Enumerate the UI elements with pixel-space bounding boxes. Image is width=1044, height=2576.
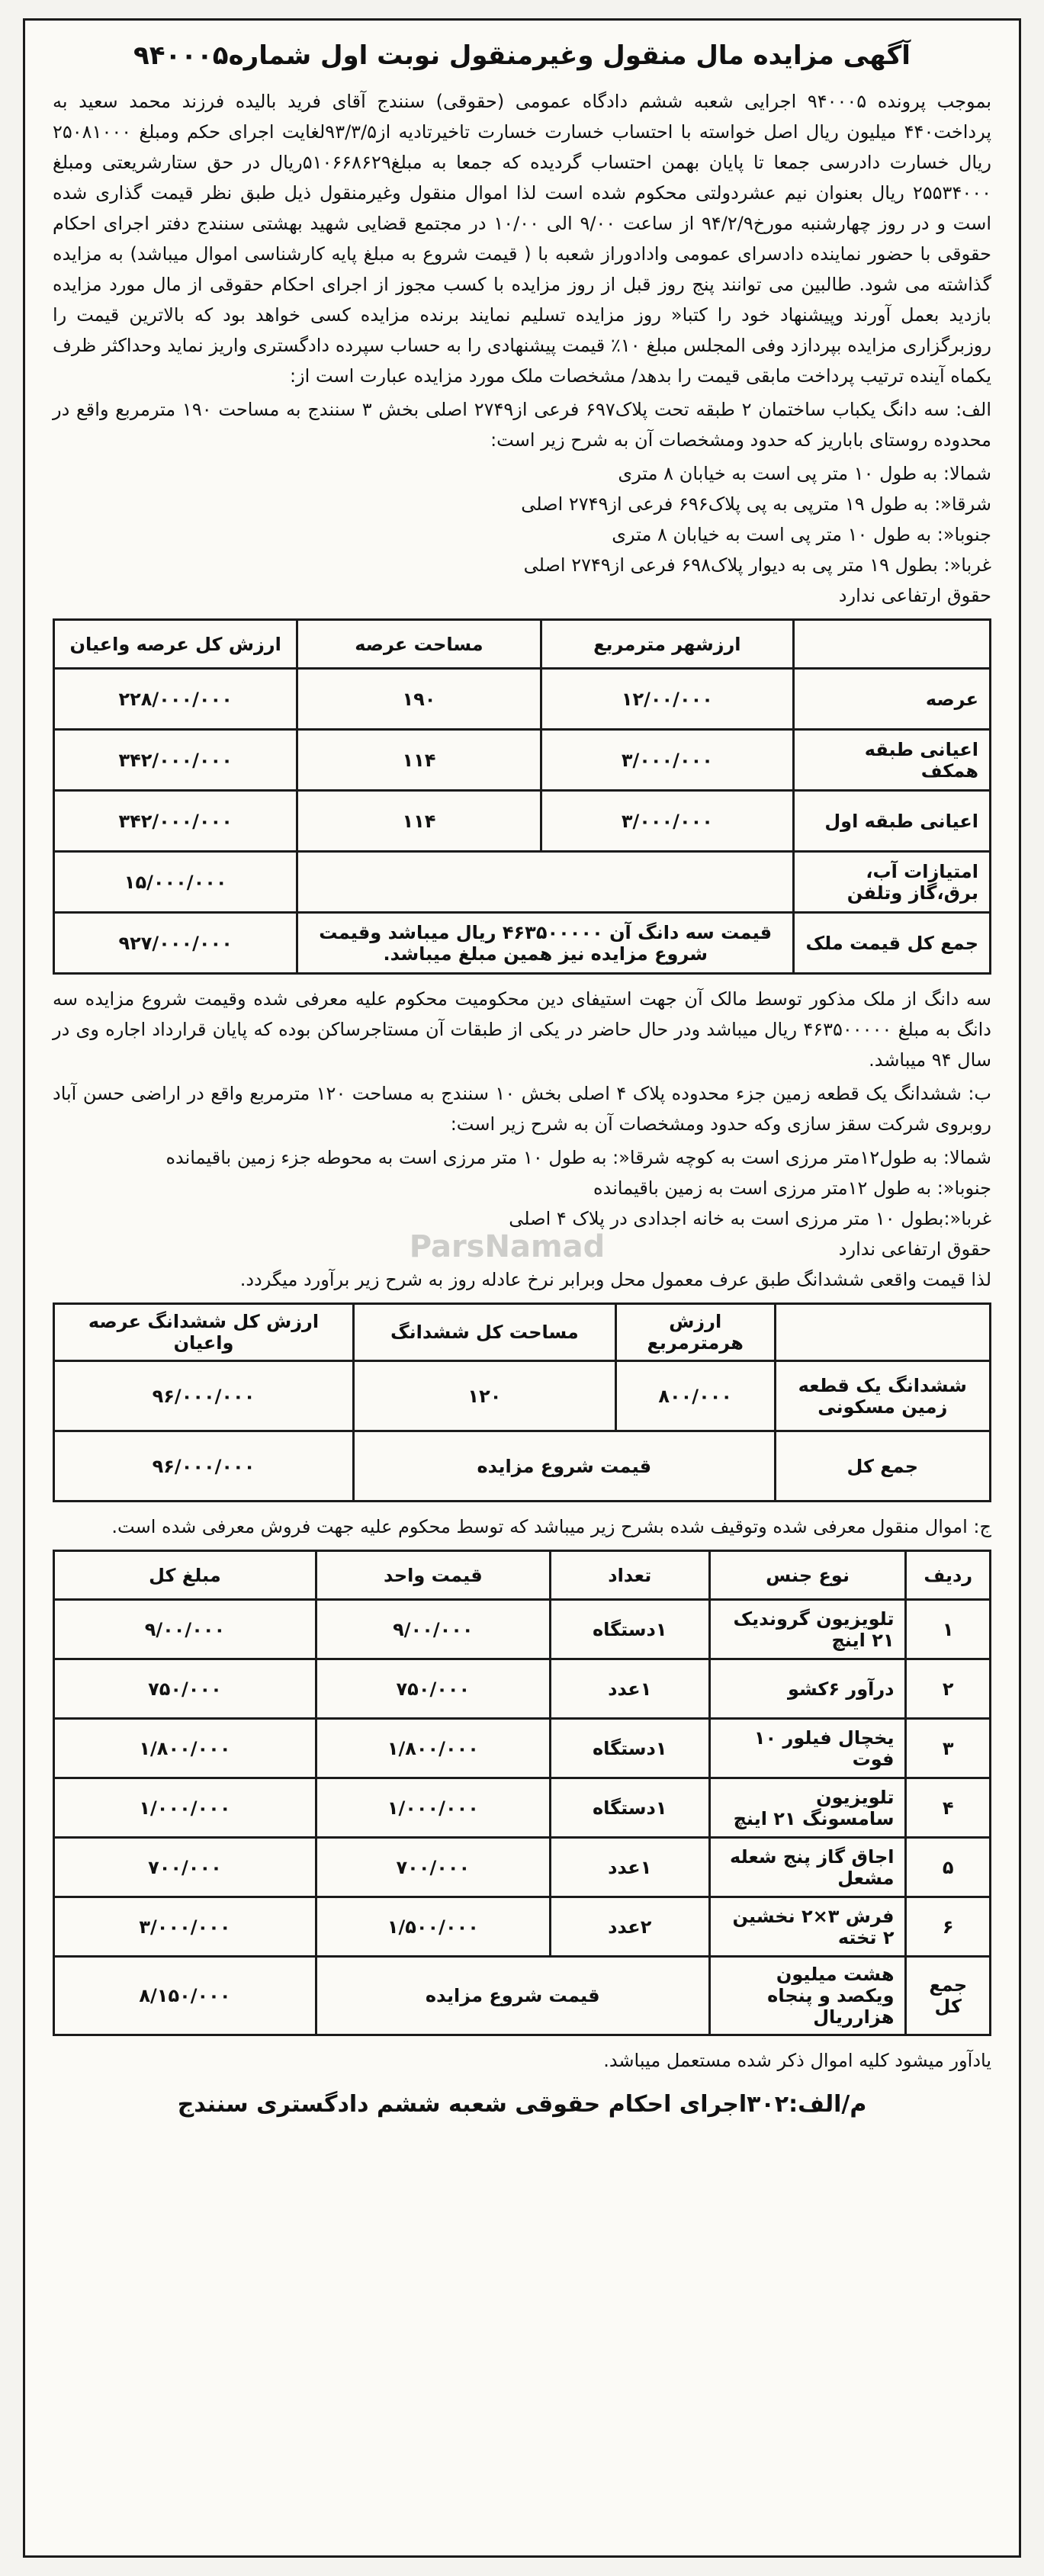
table-cell: ۷۵۰/۰۰۰ xyxy=(54,1659,316,1719)
boundary-line: غربا«: بطول ۱۹ متر پی به دیوار پلاک۶۹۸ فرعی از۲۷۴۹ اصلی xyxy=(523,554,991,576)
total-value: ۸/۱۵۰/۰۰۰ xyxy=(54,1957,316,2035)
table-header-cell: ارزش کل عرصه واعیان xyxy=(54,620,297,669)
table-cell: ۱۱۴ xyxy=(297,730,541,791)
table-row xyxy=(54,730,991,791)
table-header-row xyxy=(54,1551,991,1600)
table-row xyxy=(54,1838,991,1897)
table-header-row xyxy=(54,1304,991,1361)
boundary-line: لذا قیمت واقعی ششدانگ طبق عرف معمول محل وبرابر نرخ عادله روز به شرح زیر برآورد میگردد. xyxy=(239,1269,991,1290)
table-cell: ۵ xyxy=(906,1838,991,1897)
table-header-cell: تعداد xyxy=(550,1551,709,1600)
total-note: قیمت سه دانگ آن ۴۶۳۵۰۰۰۰۰ ریال میباشد وقیمت شروع مزایده نیز همین مبلغ میباشد. xyxy=(297,913,794,974)
section-b-text: ب: ششدانگ یک قطعه زمین جزء محدوده پلاک ۴ اصلی بخش ۱۰ سنندج به مساحت ۱۲۰ مترمربع واقع در اراضی حسن آباد روبروی شرکت سقز سازی وکه حدود ومشخصات آن به شرح زیر است: xyxy=(53,1083,991,1135)
table-header-cell: مساحت کل ششدانگ xyxy=(353,1304,615,1361)
table-cell: عرصه xyxy=(794,669,991,730)
signature: م/الف:۳۰۲اجرای احکام حقوقی شعبه ششم دادگستری سنندج xyxy=(177,2091,867,2118)
total-words: هشت میلیون ویکصد و پنجاه هزارریال xyxy=(709,1957,906,2035)
boundary-line: جنوبا«: به طول ۱۰ متر پی است به خیابان ۸ متری xyxy=(612,524,991,545)
boundary-line: جنوبا«: به طول ۱۲متر مرزی است به زمین باقیمانده xyxy=(593,1177,991,1199)
total-label: جمع کل قیمت ملک xyxy=(794,913,991,974)
table-row xyxy=(54,852,991,913)
table-header-row xyxy=(54,620,991,669)
footnote: یادآور میشود کلیه اموال ذکر شده مستعمل میباشد. xyxy=(603,2050,991,2071)
table-cell: ۱عدد xyxy=(550,1838,709,1897)
table-cell: ۱/۰۰۰/۰۰۰ xyxy=(316,1778,550,1838)
table-cell: ۶ xyxy=(906,1897,991,1957)
table-row xyxy=(54,1778,991,1838)
table-header-cell xyxy=(794,620,991,669)
notice-sheet xyxy=(23,18,1021,2558)
table-cell: ۳/۰۰۰/۰۰۰ xyxy=(541,791,794,852)
table-cell: ۳/۰۰۰/۰۰۰ xyxy=(541,730,794,791)
table-cell: ۳ xyxy=(906,1719,991,1778)
table-cell: امتیازات آب، برق،گاز وتلفن xyxy=(794,852,991,913)
table-cell xyxy=(297,852,794,913)
table-cell: ۷۰۰/۰۰۰ xyxy=(316,1838,550,1897)
table-cell: ۲۲۸/۰۰۰/۰۰۰ xyxy=(54,669,297,730)
property-b-table xyxy=(53,1302,991,1502)
table-row xyxy=(54,669,991,730)
total-value: ۹۶/۰۰۰/۰۰۰ xyxy=(54,1431,354,1502)
table-row xyxy=(54,1659,991,1719)
total-label: جمع کل xyxy=(775,1431,990,1502)
table-cell: ۱دستگاه xyxy=(550,1778,709,1838)
total-note: قیمت شروع مزایده xyxy=(353,1431,775,1502)
total-note: قیمت شروع مزایده xyxy=(316,1957,709,2035)
boundary-line: شرقا«: به طول ۱۹ مترپی به پی پلاک۶۹۶ فرعی از۲۷۴۹ اصلی xyxy=(521,493,991,515)
table-row xyxy=(54,1719,991,1778)
table-total-row xyxy=(54,1957,991,2035)
table-cell: ۱/۸۰۰/۰۰۰ xyxy=(54,1719,316,1778)
table-cell: ۷۰۰/۰۰۰ xyxy=(54,1838,316,1897)
table-header-cell: مساحت عرصه xyxy=(297,620,541,669)
table-cell: فرش ۳×۲ نخشین ۲ تخته xyxy=(709,1897,906,1957)
section-c-text: ج: اموال منقول معرفی شده وتوقیف شده بشرح زیر میباشد که توسط محکوم علیه جهت فروش معرفی شده است. xyxy=(111,1516,991,1537)
table-header-cell: ارزشهر مترمربع xyxy=(541,620,794,669)
table-cell: ۳۴۲/۰۰۰/۰۰۰ xyxy=(54,730,297,791)
table-header-cell: ردیف xyxy=(906,1551,991,1600)
table-cell: ۳/۰۰۰/۰۰۰ xyxy=(54,1897,316,1957)
section-a-text: الف: سه دانگ یکباب ساختمان ۲ طبقه تحت پلاک۶۹۷ فرعی از۲۷۴۹ اصلی بخش ۳ سنندج به مساحت ۱۹۰ مترمربع واقع در محدوده روستای باباریز که حدود ومشخصات آن به شرح زیر است: xyxy=(53,399,991,451)
table-row xyxy=(54,1897,991,1957)
table-row xyxy=(54,791,991,852)
table-row xyxy=(54,1361,991,1431)
table-cell: تلویزیون سامسونگ ۲۱ اینچ xyxy=(709,1778,906,1838)
table-header-cell: نوع جنس xyxy=(709,1551,906,1600)
table-cell: ۹۶/۰۰۰/۰۰۰ xyxy=(54,1361,354,1431)
table-cell: ۲عدد xyxy=(550,1897,709,1957)
movables-table xyxy=(53,1550,991,2036)
table-cell: ۱۲۰ xyxy=(353,1361,615,1431)
table-header-cell: مبلغ کل xyxy=(54,1551,316,1600)
total-value: ۹۲۷/۰۰۰/۰۰۰ xyxy=(54,913,297,974)
table-cell: ۱/۰۰۰/۰۰۰ xyxy=(54,1778,316,1838)
property-a-table xyxy=(53,618,991,975)
total-label: جمع کل xyxy=(906,1957,991,2035)
boundary-line: حقوق ارتفاعی ندارد xyxy=(838,1238,991,1260)
boundary-line: شمالا: به طول ۱۰ متر پی است به خیابان ۸ متری xyxy=(618,463,991,484)
table-cell: ۸۰۰/۰۰۰ xyxy=(615,1361,775,1431)
table-total-row xyxy=(54,913,991,974)
table-cell: ۱دستگاه xyxy=(550,1719,709,1778)
table-cell: ۱۱۴ xyxy=(297,791,541,852)
table-cell: ششدانگ یک قطعه زمین مسکونی xyxy=(775,1361,990,1431)
table-cell: ۱۹۰ xyxy=(297,669,541,730)
table-cell: ۹/۰۰/۰۰۰ xyxy=(54,1600,316,1659)
table-header-cell: ارزش کل ششدانگ عرصه واعیان xyxy=(54,1304,354,1361)
table-total-row xyxy=(54,1431,991,1502)
table-row xyxy=(54,1600,991,1659)
boundary-line: غربا«:بطول ۱۰ متر مرزی است به خانه اجدادی در پلاک ۴ اصلی xyxy=(509,1208,991,1229)
table-cell: اعیانی طبقه همکف xyxy=(794,730,991,791)
table-cell: ۲ xyxy=(906,1659,991,1719)
table-cell: ۱/۸۰۰/۰۰۰ xyxy=(316,1719,550,1778)
boundary-line: حقوق ارتفاعی ندارد xyxy=(838,585,991,606)
table-header-cell: ارزش هرمترمربع xyxy=(615,1304,775,1361)
table-cell: تلویزیون گروندیک ۲۱ اینچ xyxy=(709,1600,906,1659)
table-header-cell xyxy=(775,1304,990,1361)
section-a-note: سه دانگ از ملک مذکور توسط مالک آن جهت استیفای دین محکومیت محکوم علیه معرفی شده وقیمت شروع مزایده سه دانگ به مبلغ ۴۶۳۵۰۰۰۰۰ ریال میباشد ودر حال حاضر در یکی از طبقات آن مستاجرساکن بوده که پایان قرارداد اجاره وی در سال ۹۴ میباشد. xyxy=(53,988,991,1071)
table-cell: ۱/۵۰۰/۰۰۰ xyxy=(316,1897,550,1957)
table-cell: ۱۵/۰۰۰/۰۰۰ xyxy=(54,852,297,913)
table-cell: یخچال فیلور ۱۰ فوت xyxy=(709,1719,906,1778)
table-cell: ۱ xyxy=(906,1600,991,1659)
table-cell: ۱۲/۰۰/۰۰۰ xyxy=(541,669,794,730)
table-cell: ۹/۰۰/۰۰۰ xyxy=(316,1600,550,1659)
table-cell: ۴ xyxy=(906,1778,991,1838)
boundary-line: شمالا: به طول۱۲متر مرزی است به کوچه شرقا«: به طول ۱۰ متر مرزی است به محوطه جزء زمین باقیمانده xyxy=(165,1147,991,1168)
table-cell: درآور ۶کشو xyxy=(709,1659,906,1719)
table-cell: ۱عدد xyxy=(550,1659,709,1719)
table-cell: اجاق گاز پنج شعله مشعل xyxy=(709,1838,906,1897)
table-cell: ۳۴۲/۰۰۰/۰۰۰ xyxy=(54,791,297,852)
table-cell: ۱دستگاه xyxy=(550,1600,709,1659)
intro-paragraph: بموجب پرونده ۹۴۰۰۰۵ اجرایی شعبه ششم دادگاه عمومی (حقوقی) سنندج آقای فرید بالیده فرزند محمد سعید به پرداخت۴۴۰ میلیون ریال اصل خواسته با احتساب خسارت خسارت تاخیرتادیه از۹۳/۳/۵لغایت اجرای حکم ومبلغ ۲۵۰۸۱۰۰۰ ریال خسارت دادرسی جمعا تا پایان بهمن احتساب گردیده که جمعا به مبلغ۵۱۰۶۶۸۶۲۹ریال در حق ستارشریعتی ومبلغ ۲۵۵۳۴۰۰۰ ریال بعنوان نیم عشردولتی محکوم شده است لذا اموال منقول وغیرمنقول ذیل طبق نظر قیمت گذاری شده است و در روز چهارشنبه مورخ۹۴/۲/۹ از ساعت ۹/۰۰ الی ۱۰/۰۰ در مجتمع قضایی شهید بهشتی سنندج دفتر اجرای احکام حقوقی با حضور نماینده دادسرای عمومی وادادوراز شعبه با ( قیمت شروع به مبلغ پایه کارشناسی اموال میباشد) به مزایده گذاشته می شود. طالبین می توانند پنج روز قبل از روز مزایده با کسب مجوز از اجرای احکام حقوقی از مال مورد مزایده بازدید بعمل آورند وپیشنهاد خود را کتبا« روز مزایده تسلیم نمایند برنده مزایده کسی خواهد بود که بالاترین قیمت را روزبرگزاری مزایده بپردازد وفی المجلس مبلغ ۱۰٪ قیمت پیشنهادی را به حساب سپرده دادگستری واریز نماید وحداکثر ظرف یکماه آینده ترتیب پرداخت مابقی قیمت را بدهد/ مشخصات ملک مورد مزایده عبارت است از: xyxy=(53,91,992,387)
table-cell: ۷۵۰/۰۰۰ xyxy=(316,1659,550,1719)
notice-title: آگهی مزایده مال منقول وغیرمنقول نوبت اول شماره۹۴۰۰۰۵ xyxy=(133,40,911,71)
watermark-logo: ParsNamad xyxy=(409,1229,606,1264)
table-header-cell: قیمت واحد xyxy=(316,1551,550,1600)
table-cell: اعیانی طبقه اول xyxy=(794,791,991,852)
